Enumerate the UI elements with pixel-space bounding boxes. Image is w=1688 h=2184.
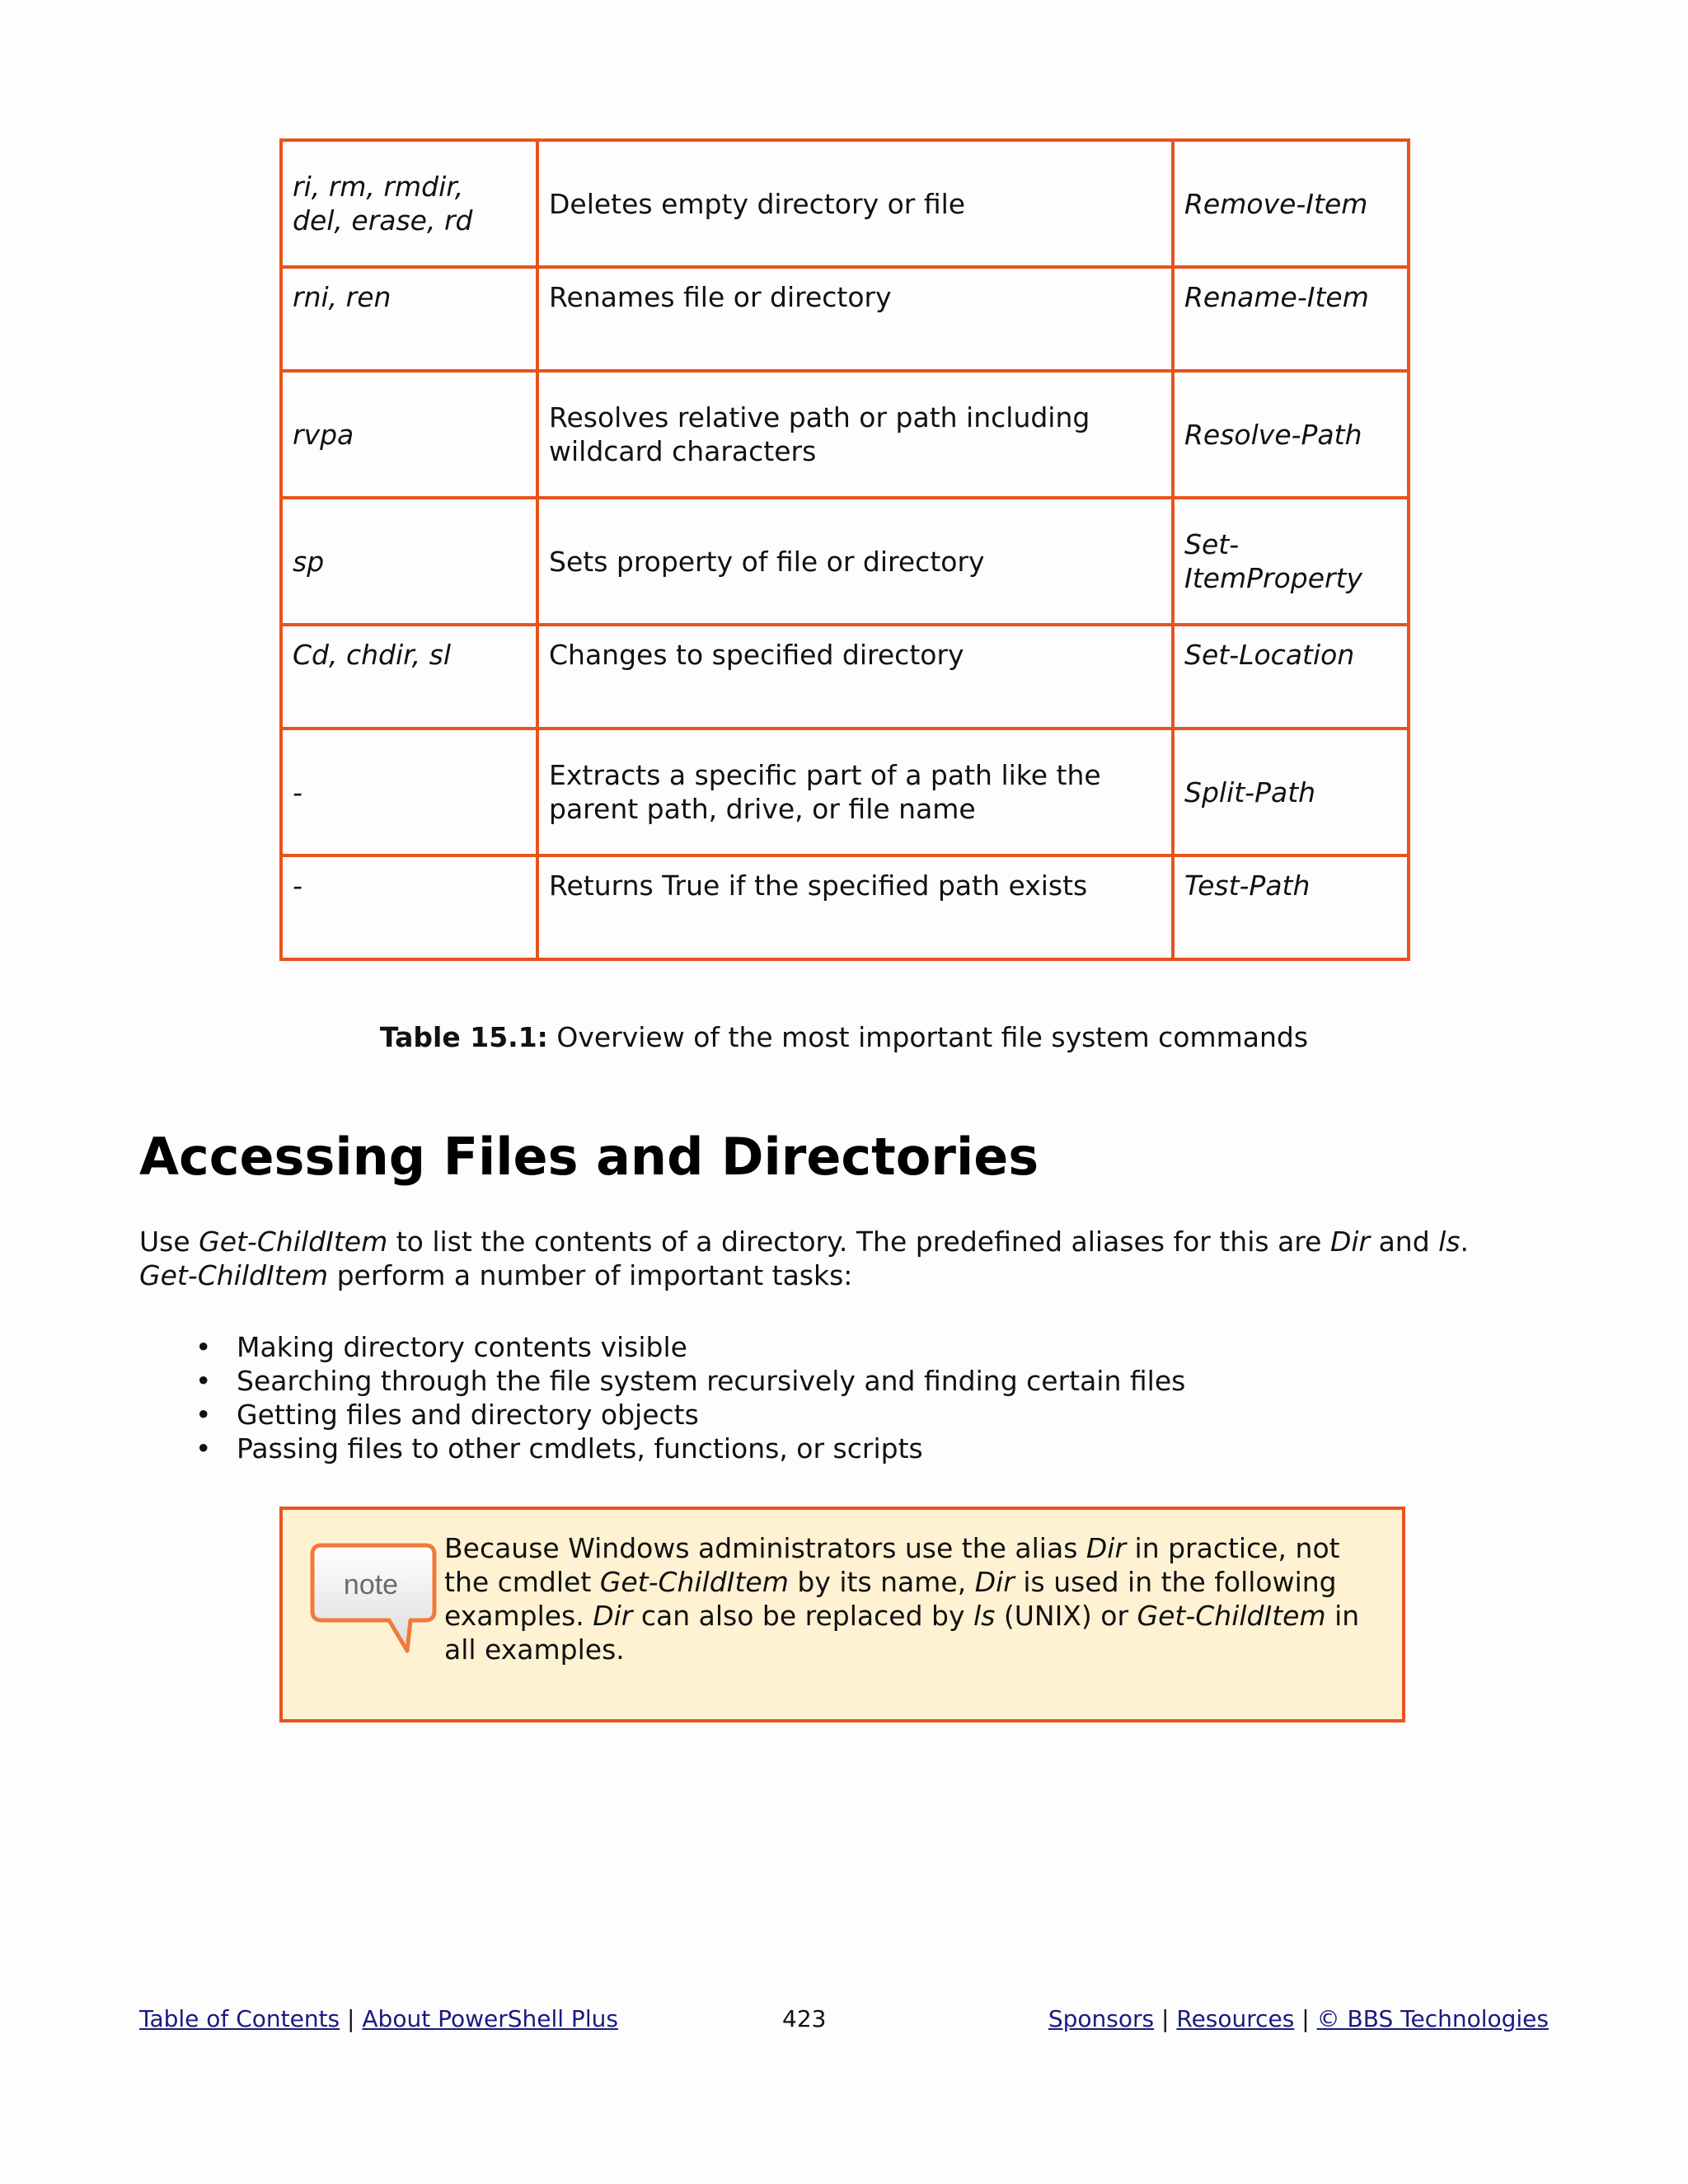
note-callout [279,1507,1405,1722]
description-cell: Changes to specified directory [537,625,1173,729]
table-of-contents-link[interactable]: Table of Contents [139,2005,340,2032]
note-run: ls [973,1600,996,1632]
note-run: by its name, [788,1566,975,1598]
description-cell: Sets property of file or directory [537,498,1173,625]
note-text [444,1531,1376,1666]
footer-right-links [1048,2003,1549,2036]
task-list [139,1330,1185,1465]
table-row [281,625,1409,729]
table-row [281,267,1409,371]
intro-text: . [1460,1226,1470,1258]
description-cell: Resolves relative path or path including wildcard characters [537,371,1173,498]
note-run: Because Windows administrators use the alias [444,1532,1086,1564]
sponsors-link[interactable]: Sponsors [1048,2005,1155,2032]
intro-text: perform a number of important tasks: [328,1259,853,1291]
file-system-commands-table [279,138,1410,961]
table-caption-label: Table 15.1: [379,1021,548,1053]
list-item: • Making directory contents visible [139,1330,1185,1364]
note-run: Dir [593,1600,633,1632]
table-row [281,729,1409,855]
note-run: can also be replaced by [632,1600,973,1632]
cmdlet-cell: Remove-Item [1173,140,1409,267]
note-run: Get-ChildItem [1137,1600,1326,1632]
alias-cell: sp [281,498,537,625]
intro-alias: ls [1438,1226,1461,1258]
intro-cmdlet: Get-ChildItem [139,1259,329,1291]
description-cell: Returns True if the specified path exists [537,855,1173,959]
intro-paragraph [139,1225,1557,1292]
alias-cell: - [281,729,537,855]
description-cell: Extracts a specific part of a path like the parent path, drive, or file name [537,729,1173,855]
bbs-technologies-copyright-link[interactable]: © BBS Technologies [1316,2005,1549,2032]
intro-alias: Dir [1329,1226,1371,1258]
page-number: 423 [782,2005,827,2032]
description-cell: Renames file or directory [537,267,1173,371]
list-item: • Getting files and directory objects [139,1398,1185,1432]
cmdlet-cell: Test-Path [1173,855,1409,959]
table-row [281,498,1409,625]
note-run: in all examples. [444,1600,1360,1666]
about-powershell-plus-link[interactable]: About PowerShell Plus [362,2005,618,2032]
footer-left-links [139,2003,618,2036]
note-run: (UNIX) or [995,1600,1137,1632]
table-row [281,371,1409,498]
table-row [281,140,1409,267]
note-run: in practice, not the cmdlet [444,1532,1340,1598]
table-caption-text: Overview of the most important file system commands [547,1021,1309,1053]
alias-cell: - [281,855,537,959]
alias-cell: ri, rm, rmdir, del, erase, rd [281,140,537,267]
section-heading: Accessing Files and Directories [139,1127,1039,1187]
cmdlet-cell: Split-Path [1173,729,1409,855]
intro-cmdlet: Get-ChildItem [199,1226,388,1258]
note-run: Dir [974,1566,1015,1598]
intro-text: to list the contents of a directory. The predefined aliases for this are [387,1226,1330,1258]
note-speech-bubble-icon [310,1542,438,1657]
table-caption [0,1019,1688,1056]
alias-cell: rni, ren [281,267,537,371]
cmdlet-cell: Set-Location [1173,625,1409,729]
cmdlet-cell: Resolve-Path [1173,371,1409,498]
note-run: Get-ChildItem [599,1566,789,1598]
cmdlet-cell: Rename-Item [1173,267,1409,371]
intro-text: Use [139,1226,199,1258]
alias-cell: rvpa [281,371,537,498]
description-cell: Deletes empty directory or file [537,140,1173,267]
intro-text: and [1370,1226,1439,1258]
footer-separator: | [1161,2005,1170,2032]
list-item: • Passing files to other cmdlets, functions, or scripts [139,1432,1185,1465]
resources-link[interactable]: Resources [1176,2005,1295,2032]
note-run: Dir [1085,1532,1127,1564]
cmdlet-cell: Set- ItemProperty [1173,498,1409,625]
alias-cell: Cd, chdir, sl [281,625,537,729]
footer-separator: | [1301,2005,1310,2032]
table-row [281,855,1409,959]
footer-separator: | [347,2005,355,2032]
note-icon-label: note [343,1569,399,1601]
note-run: is used in the following examples. [444,1566,1337,1632]
list-item: • Searching through the file system recursively and finding certain files [139,1364,1185,1398]
page-footer [139,2003,1549,2039]
